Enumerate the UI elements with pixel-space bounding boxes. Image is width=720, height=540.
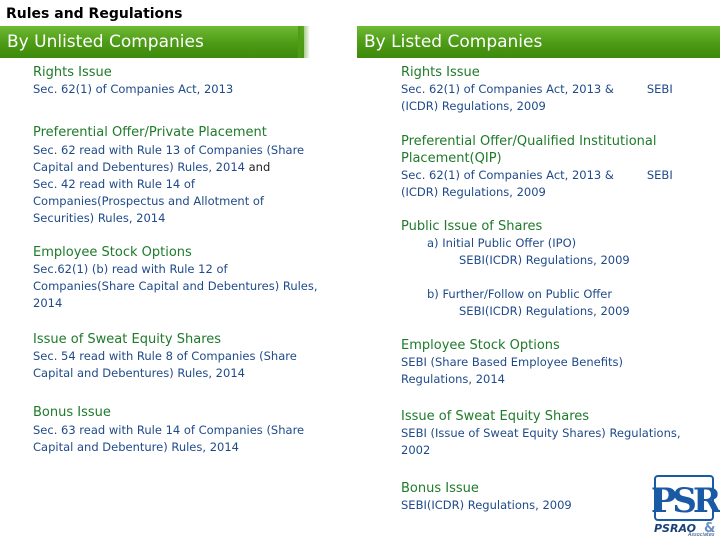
reference-text: SEBI(ICDR) Regulations, 2009 bbox=[401, 498, 572, 512]
reference-text: Regulations, 2014 bbox=[401, 372, 505, 386]
reference-text: Companies(Share Capital and Debentures) Rules, bbox=[33, 279, 318, 293]
section-heading: Preferential Offer/Private Placement bbox=[33, 125, 267, 140]
reference-text: SEBI(ICDR) Regulations, 2009 bbox=[459, 304, 630, 318]
logo-tagline: Associates bbox=[688, 532, 715, 536]
section-heading: Rights Issue bbox=[33, 65, 112, 80]
reference-text: SEBI (Issue of Sweat Equity Shares) Regulations, bbox=[401, 426, 681, 440]
reference-text: 2014 bbox=[33, 296, 63, 310]
reference-text: Companies(Prospectus and Allotment of bbox=[33, 194, 264, 208]
reference-text: Capital and Debentures) Rules, 2014 and bbox=[33, 160, 271, 174]
reference-text: Sec. 62(1) of Companies Act, 2013 bbox=[33, 82, 234, 96]
section-heading: Public Issue of Shares bbox=[401, 219, 543, 234]
section-heading: Preferential Offer/Qualified Institutional bbox=[401, 134, 657, 149]
reference-text: Sec. 63 read with Rule 14 of Companies (Share bbox=[33, 423, 305, 437]
reference-text: 2002 bbox=[401, 443, 431, 457]
sub-item: b) Further/Follow on Public Offer bbox=[427, 287, 613, 301]
reference-text: Capital and Debenture) Rules, 2014 bbox=[33, 440, 239, 454]
reference-text: Sec. 42 read with Rule 14 of bbox=[33, 177, 195, 191]
reference-text: Sec. 62 read with Rule 13 of Companies (Share bbox=[33, 143, 305, 157]
section-heading: Employee Stock Options bbox=[33, 245, 192, 260]
reference-text: Capital and Debentures) Rules, 2014 bbox=[33, 366, 245, 380]
logo-name: PSRAO bbox=[654, 522, 696, 535]
section-heading: Issue of Sweat Equity Shares bbox=[33, 332, 222, 347]
reference-text: (ICDR) Regulations, 2009 bbox=[401, 185, 546, 199]
section-heading: Issue of Sweat Equity Shares bbox=[401, 409, 590, 424]
section-heading: Placement(QIP) bbox=[401, 151, 502, 166]
reference-text: Sec.62(1) (b) read with Rule 12 of bbox=[33, 262, 228, 276]
and-word: and bbox=[248, 160, 271, 174]
psrao-logo bbox=[652, 474, 720, 536]
reference-text: Securities) Rules, 2014 bbox=[33, 211, 166, 225]
reference-text: SEBI (Share Based Employee Benefits) bbox=[401, 355, 623, 369]
logo-graphic bbox=[652, 474, 720, 536]
sebi-word: SEBI bbox=[646, 168, 673, 182]
reference-text: Sec. 54 read with Rule 8 of Companies (Share bbox=[33, 349, 297, 363]
section-heading: Bonus Issue bbox=[401, 481, 479, 496]
sub-item: a) Initial Public Offer (IPO) bbox=[427, 236, 577, 250]
sebi-word: SEBI bbox=[646, 82, 673, 96]
listed-column bbox=[401, 64, 691, 514]
section-heading: Rights Issue bbox=[401, 65, 480, 80]
logo-letters: PSR bbox=[652, 481, 718, 521]
banner-unlisted: By Unlisted Companies bbox=[0, 26, 304, 58]
logo-suffix: & bbox=[704, 521, 716, 536]
section-heading: Bonus Issue bbox=[33, 405, 111, 420]
reference-text: Sec. 62(1) of Companies Act, 2013 & SEBI bbox=[401, 168, 673, 182]
reference-text: (ICDR) Regulations, 2009 bbox=[401, 99, 546, 113]
reference-text: Sec. 62(1) of Companies Act, 2013 & SEBI bbox=[401, 82, 673, 96]
banner-listed: By Listed Companies bbox=[357, 26, 720, 58]
page-title: Rules and Regulations bbox=[6, 6, 183, 22]
unlisted-column bbox=[33, 64, 333, 456]
section-heading: Employee Stock Options bbox=[401, 338, 560, 353]
reference-text: SEBI(ICDR) Regulations, 2009 bbox=[459, 253, 630, 267]
